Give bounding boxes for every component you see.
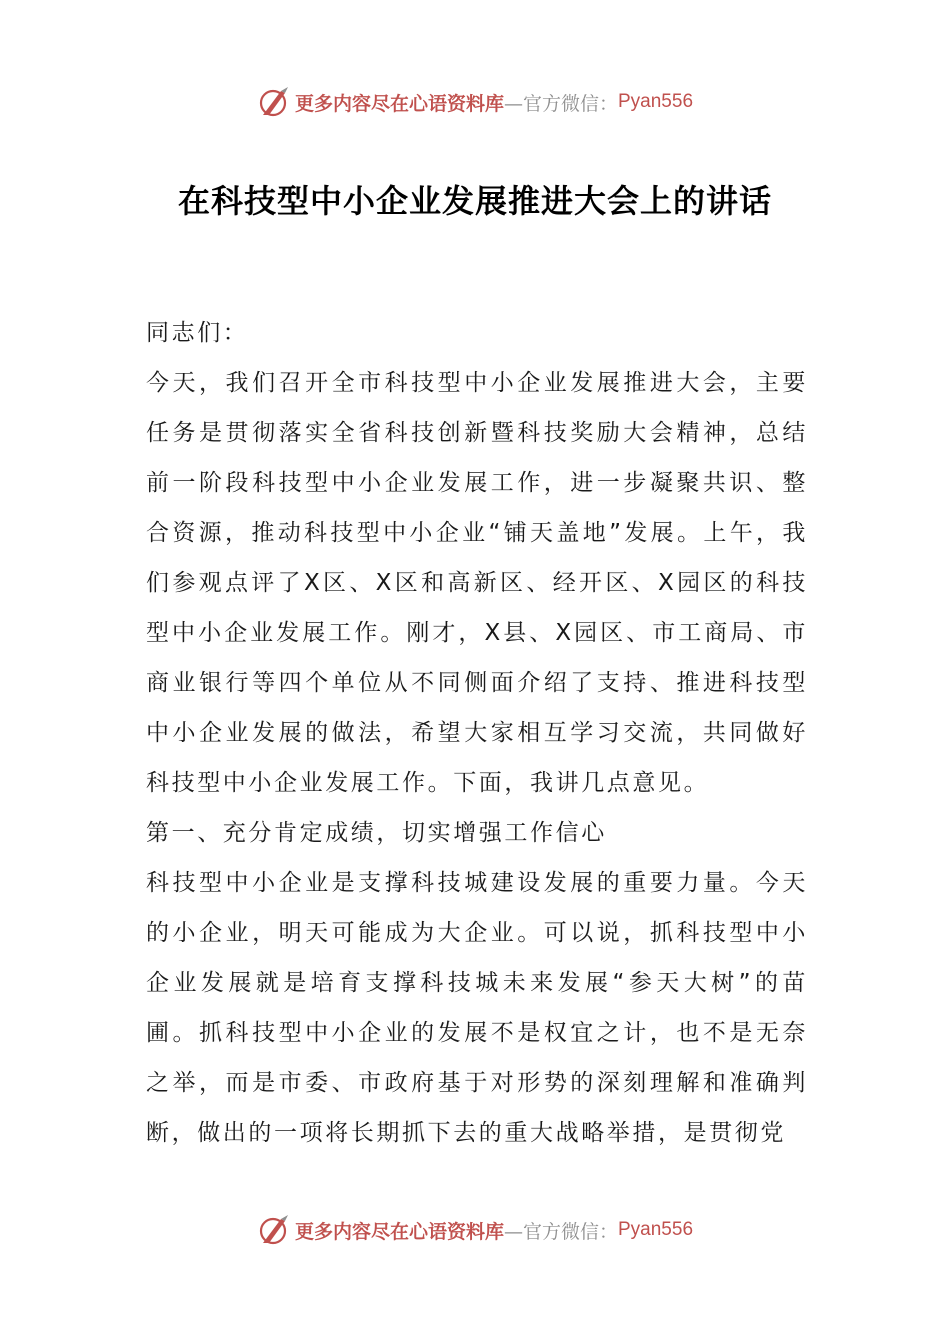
watermark-wechat-id: Pyan556 — [618, 1219, 694, 1240]
watermark-banner-top — [0, 82, 950, 122]
watermark-banner-bottom — [0, 1210, 950, 1250]
document-body — [146, 308, 808, 1158]
paragraph-section-1: 科技型中小企业是支撑科技城建设发展的重要力量。今天的小企业，明天可能成为大企业。可以说，抓科技型中小企业发展就是培育支撑科技城未来发展“参天大树”的苗圃。抓科技型中小企业的发展不是权宜之计，也不是无奈之举，而是市委、市政府基于对形势的深刻理解和准确判断，做出的一项将长期抓下去的重大战略举措，是贯彻党 — [146, 870, 808, 1146]
watermark-red-text: 更多内容尽在心语资料库 — [294, 92, 504, 115]
section-heading-1: 第一、充分肯定成绩，切实增强工作信心 — [146, 820, 607, 846]
watermark-gray-text: —官方微信： — [503, 1220, 618, 1243]
watermark-wechat-id: Pyan556 — [618, 91, 694, 112]
salutation: 同志们： — [146, 320, 249, 346]
paragraph-intro: 今天，我们召开全市科技型中小企业发展推进大会，主要任务是贯彻落实全省科技创新暨科技奖励大会精神，总结前一阶段科技型中小企业发展工作，进一步凝聚共识、整合资源，推动科技型中小企业“铺天盖地”发展。上午，我们参观点评了X区、X区和高新区、经开区、X园区的科技型中小企业发展工作。刚才，X县、X园区、市工商局、市商业银行等四个单位从不同侧面介绍了支持、推进科技型中小企业发展的做法，希望大家相互学习交流，共同做好科技型中小企业发展工作。下面，我讲几点意见。 — [146, 370, 808, 796]
document-title: 在科技型中小企业发展推进大会上的讲话 — [177, 182, 772, 220]
watermark-gray-text: —官方微信： — [503, 92, 618, 115]
quill-pen-logo-icon — [257, 1213, 291, 1247]
watermark-red-text: 更多内容尽在心语资料库 — [294, 1220, 504, 1243]
quill-pen-logo-icon — [257, 85, 291, 119]
